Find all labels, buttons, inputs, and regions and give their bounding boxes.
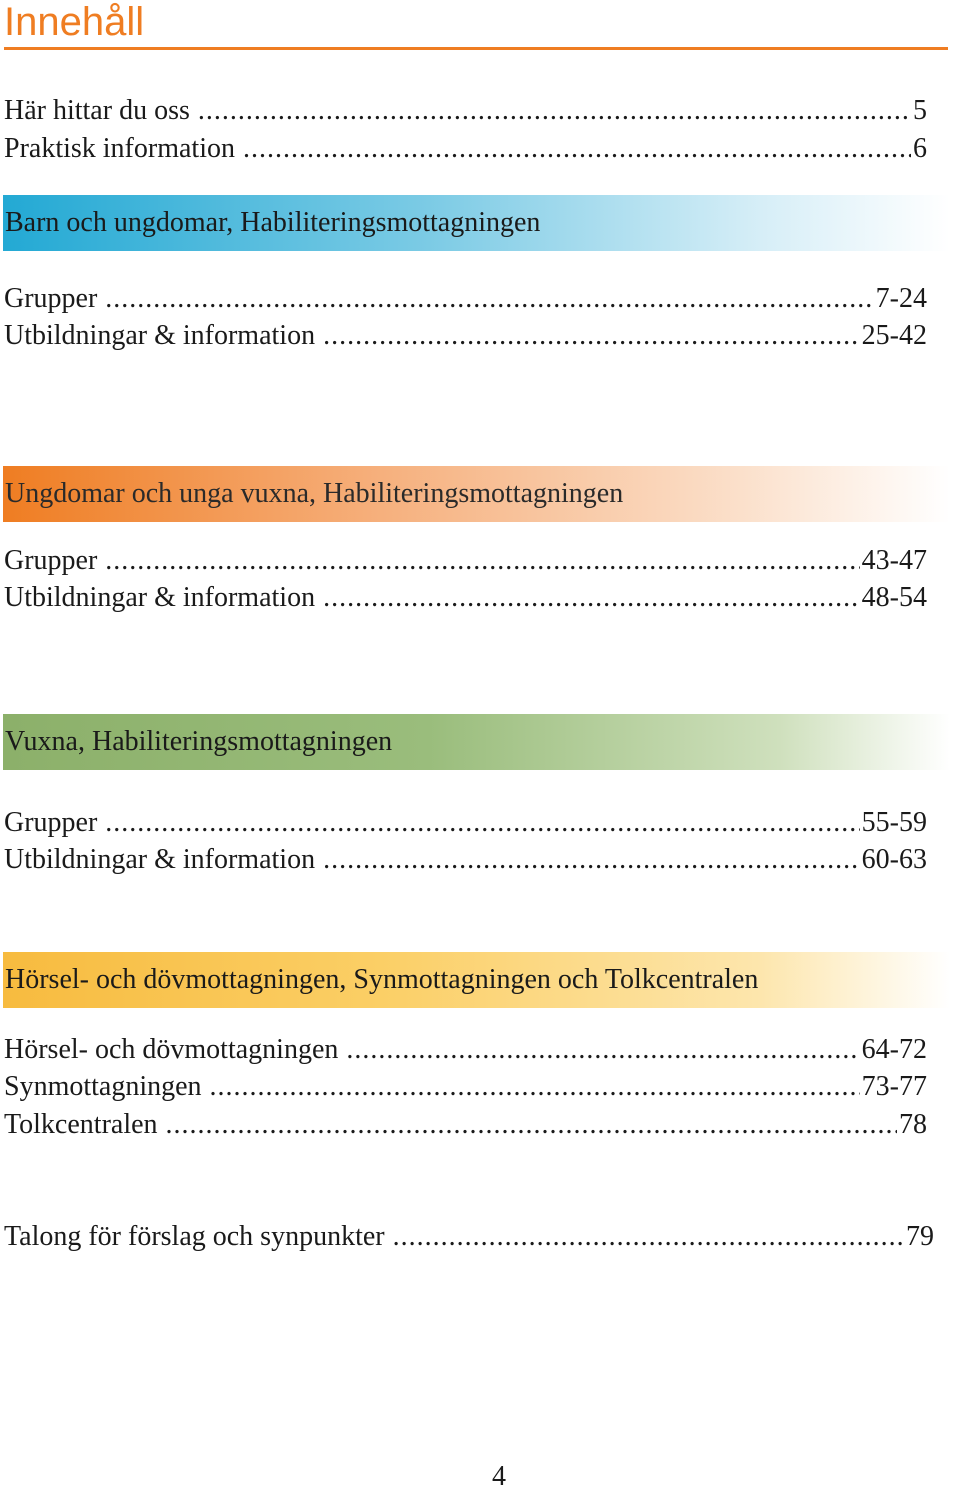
leader-dots — [105, 806, 859, 840]
toc-entry-label: Grupper — [4, 283, 98, 314]
section-heading-barn-och-ungdomar: Barn och ungdomar, Habiliteringsmottagningen — [3, 195, 950, 251]
toc-entry-page: 5 — [913, 95, 927, 126]
leader-dots — [105, 282, 873, 316]
toc-entry-label: Tolkcentralen — [4, 1109, 158, 1140]
leader-dots — [210, 1070, 860, 1104]
leader-dots — [323, 319, 860, 353]
toc-entry-label: Här hittar du oss — [4, 95, 190, 126]
toc-entry-label: Grupper — [4, 545, 98, 576]
toc-entry-page: 6 — [913, 133, 927, 164]
toc-entry-utbildningar-information[interactable] — [4, 319, 927, 353]
toc-entry-grupper[interactable] — [4, 806, 927, 840]
toc-entry-horsel-och-dovmottagningen[interactable] — [4, 1033, 927, 1067]
leader-dots — [105, 544, 859, 578]
toc-entry-utbildningar-information[interactable] — [4, 843, 927, 877]
toc-entry-page: 7-24 — [875, 283, 927, 314]
page-title: Innehåll — [4, 0, 145, 44]
toc-entry-har-hittar-du-oss[interactable] — [4, 94, 927, 128]
toc-entry-label: Praktisk information — [4, 133, 235, 164]
section-heading-horsel-syn-tolk: Hörsel- och dövmottagningen, Synmottagningen och Tolkcentralen — [3, 952, 950, 1008]
toc-entry-tolkcentralen[interactable] — [4, 1108, 927, 1142]
toc-entry-label: Utbildningar & information — [4, 320, 316, 351]
toc-entry-label: Utbildningar & information — [4, 582, 316, 613]
leader-dots — [346, 1033, 859, 1067]
page-number: 4 — [492, 1461, 506, 1492]
title-divider — [4, 47, 948, 50]
toc-entry-grupper[interactable] — [4, 282, 927, 316]
toc-entry-page: 43-47 — [861, 545, 927, 576]
toc-entry-label: Talong för förslag och synpunkter — [4, 1221, 385, 1252]
toc-entry-page: 60-63 — [861, 844, 927, 875]
toc-entry-page: 78 — [899, 1109, 927, 1140]
toc-entry-grupper[interactable] — [4, 544, 927, 578]
toc-entry-synmottagningen[interactable] — [4, 1070, 927, 1104]
toc-entry-page: 79 — [906, 1221, 934, 1252]
toc-entry-utbildningar-information[interactable] — [4, 581, 927, 615]
toc-entry-praktisk-information[interactable] — [4, 132, 927, 166]
toc-entry-page: 25-42 — [861, 320, 927, 351]
toc-entry-label: Hörsel- och dövmottagningen — [4, 1034, 339, 1065]
toc-entry-label: Synmottagningen — [4, 1071, 202, 1102]
section-heading-ungdomar-och-unga-vuxna: Ungdomar och unga vuxna, Habiliteringsmottagningen — [3, 466, 950, 522]
leader-dots — [323, 581, 860, 615]
toc-entry-page: 64-72 — [861, 1034, 927, 1065]
leader-dots — [166, 1108, 897, 1142]
toc-entry-page: 73-77 — [861, 1071, 927, 1102]
leader-dots — [393, 1220, 904, 1254]
toc-entry-talong[interactable] — [4, 1220, 934, 1254]
toc-entry-label: Grupper — [4, 807, 98, 838]
leader-dots — [243, 132, 911, 166]
toc-entry-page: 55-59 — [861, 807, 927, 838]
toc-entry-label: Utbildningar & information — [4, 844, 316, 875]
toc-entry-page: 48-54 — [861, 582, 927, 613]
section-heading-vuxna: Vuxna, Habiliteringsmottagningen — [3, 714, 950, 770]
leader-dots — [323, 843, 860, 877]
leader-dots — [198, 94, 911, 128]
